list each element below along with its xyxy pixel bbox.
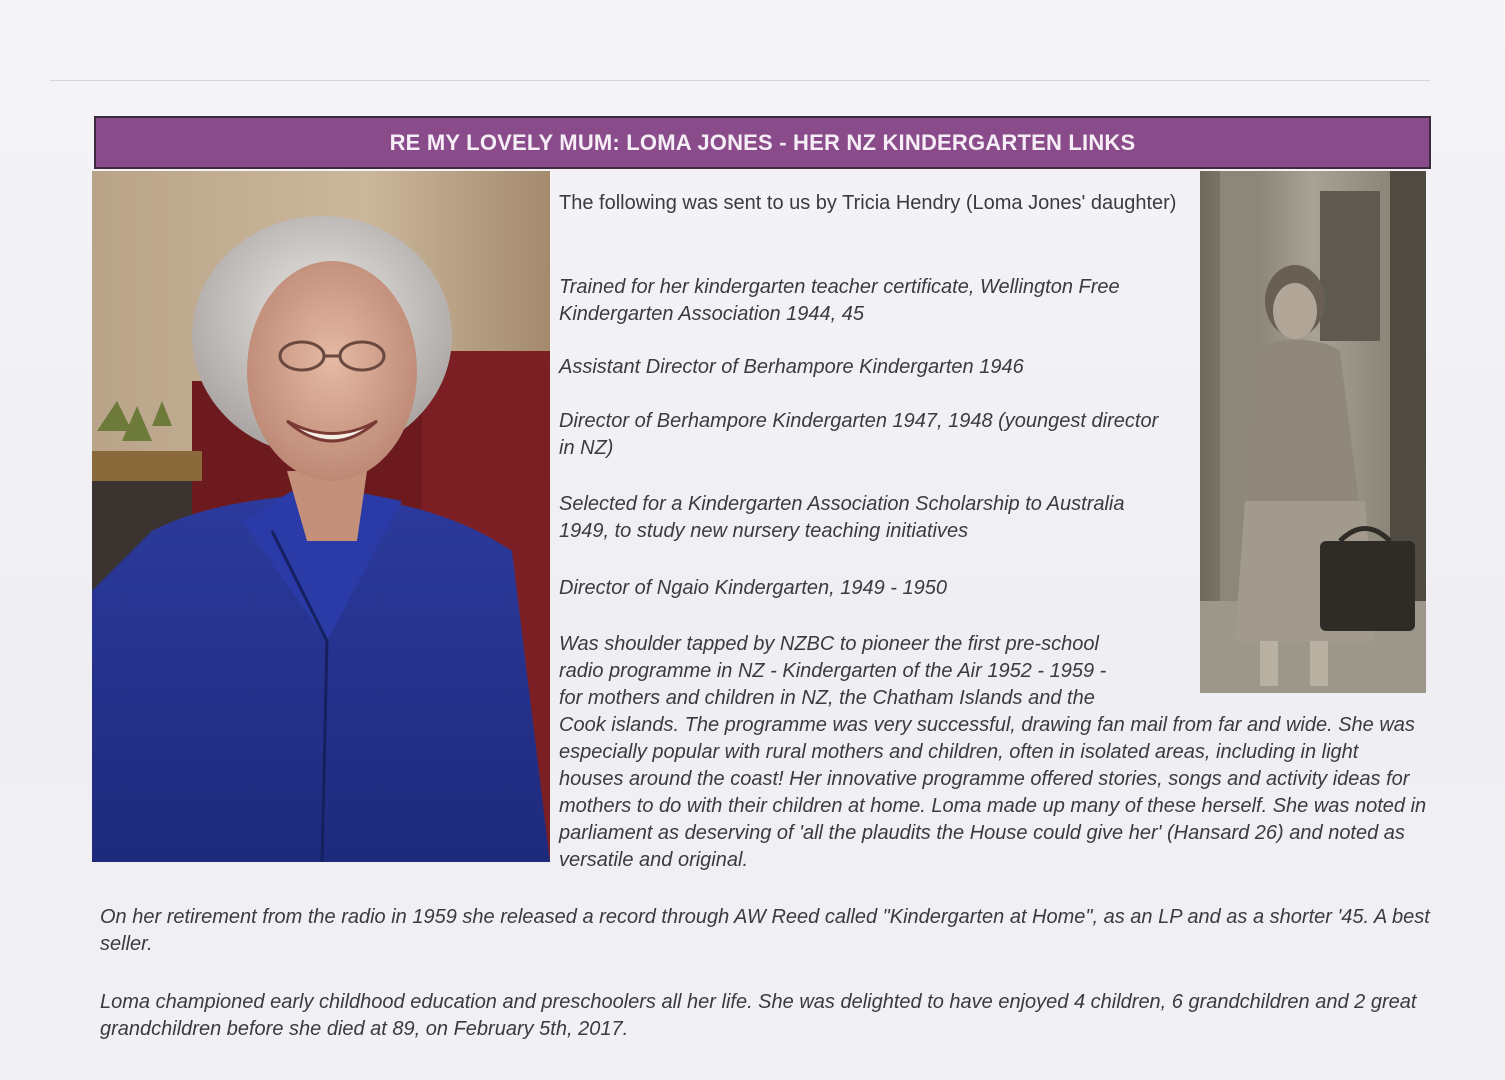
radio-line-2: radio programme in NZ - Kindergarten of the Air 1952 - 1959 - (559, 660, 1107, 682)
radio-line-1: Was shoulder tapped by NZBC to pioneer the first pre-school (559, 633, 1099, 655)
top-divider (50, 80, 1430, 81)
historic-illustration (1200, 171, 1426, 693)
title-banner (94, 116, 1431, 169)
retirement-paragraph: On her retirement from the radio in 1959 she released a record through AW Reed called "Kindergarten at Home", as an LP and as a shorter '45. A best seller. (100, 906, 1430, 955)
portrait-illustration (92, 171, 550, 862)
item-scholarship: Selected for a Kindergarten Association Scholarship to Australia 1949, to study new nursery teaching initiatives (559, 493, 1125, 542)
portrait-photo (92, 171, 550, 862)
item-assistant-director: Assistant Director of Berhampore Kindergarten 1946 (559, 356, 1024, 378)
radio-paragraph-rest: Cook islands. The programme was very successful, drawing fan mail from far and wide. She was especially popular with rural mothers and children, often in isolated areas, including in light houses around the coast! Her innovative programme offered stories, songs and activity ideas for mothers to do with their children at home. Loma made up many of these herself. She was noted in parliament as deserving of 'all the plaudits the House could give her' (Hansard 26) and noted as versatile and original. (559, 714, 1427, 871)
radio-line-3: for mothers and children in NZ, the Chatham Islands and the (559, 687, 1095, 709)
intro-text: The following was sent to us by Tricia Hendry (Loma Jones' daughter) (559, 192, 1177, 214)
item-training: Trained for her kindergarten teacher certificate, Wellington Free Kindergarten Association 1944, 45 (559, 276, 1120, 325)
legacy-paragraph: Loma championed early childhood education and preschoolers all her life. She was delighted to have enjoyed 4 children, 6 grandchildren and 2 great grandchildren before she died at 89, on February 5th, 2017. (100, 991, 1417, 1040)
page-title: RE MY LOVELY MUM: LOMA JONES - HER NZ KINDERGARTEN LINKS (389, 129, 1136, 155)
historic-photo (1200, 171, 1426, 693)
radio-paragraph-head (559, 631, 1199, 712)
item-director-berhampore: Director of Berhampore Kindergarten 1947, 1948 (youngest director in NZ) (559, 410, 1159, 459)
item-director-ngaio: Director of Ngaio Kindergarten, 1949 - 1950 (559, 577, 948, 599)
